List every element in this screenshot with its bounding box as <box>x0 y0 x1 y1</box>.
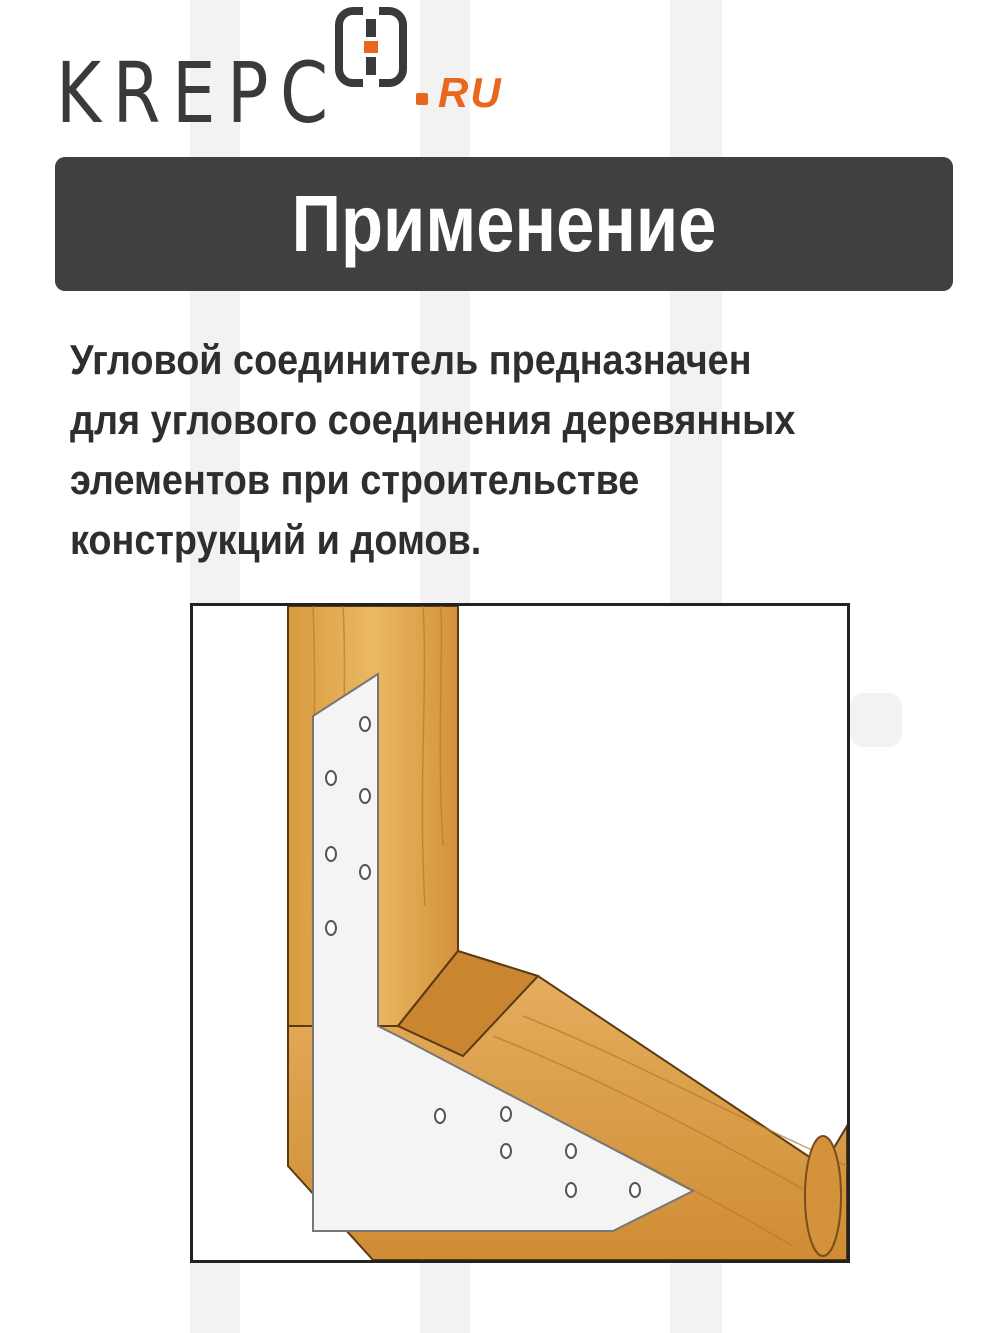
description-line: Угловой соединитель предназначен <box>70 336 752 383</box>
description-line: конструкций и домов. <box>70 516 482 563</box>
logo-dot <box>416 93 428 105</box>
logo-tld: RU <box>438 69 503 116</box>
section-banner <box>55 157 953 291</box>
illustration-frame <box>190 603 850 1263</box>
wood-corner-bracket-illustration <box>193 606 847 1260</box>
description-text <box>70 330 880 570</box>
banner-title: Применение <box>291 179 717 268</box>
description-line: элементов при строительстве <box>70 456 640 503</box>
logo-wordmark: KREPC <box>56 44 340 142</box>
bolt-o-icon <box>335 7 407 87</box>
brand-logo <box>56 44 356 142</box>
background-tab <box>850 693 902 747</box>
description-line: для углового соединения деревянных <box>70 396 796 443</box>
